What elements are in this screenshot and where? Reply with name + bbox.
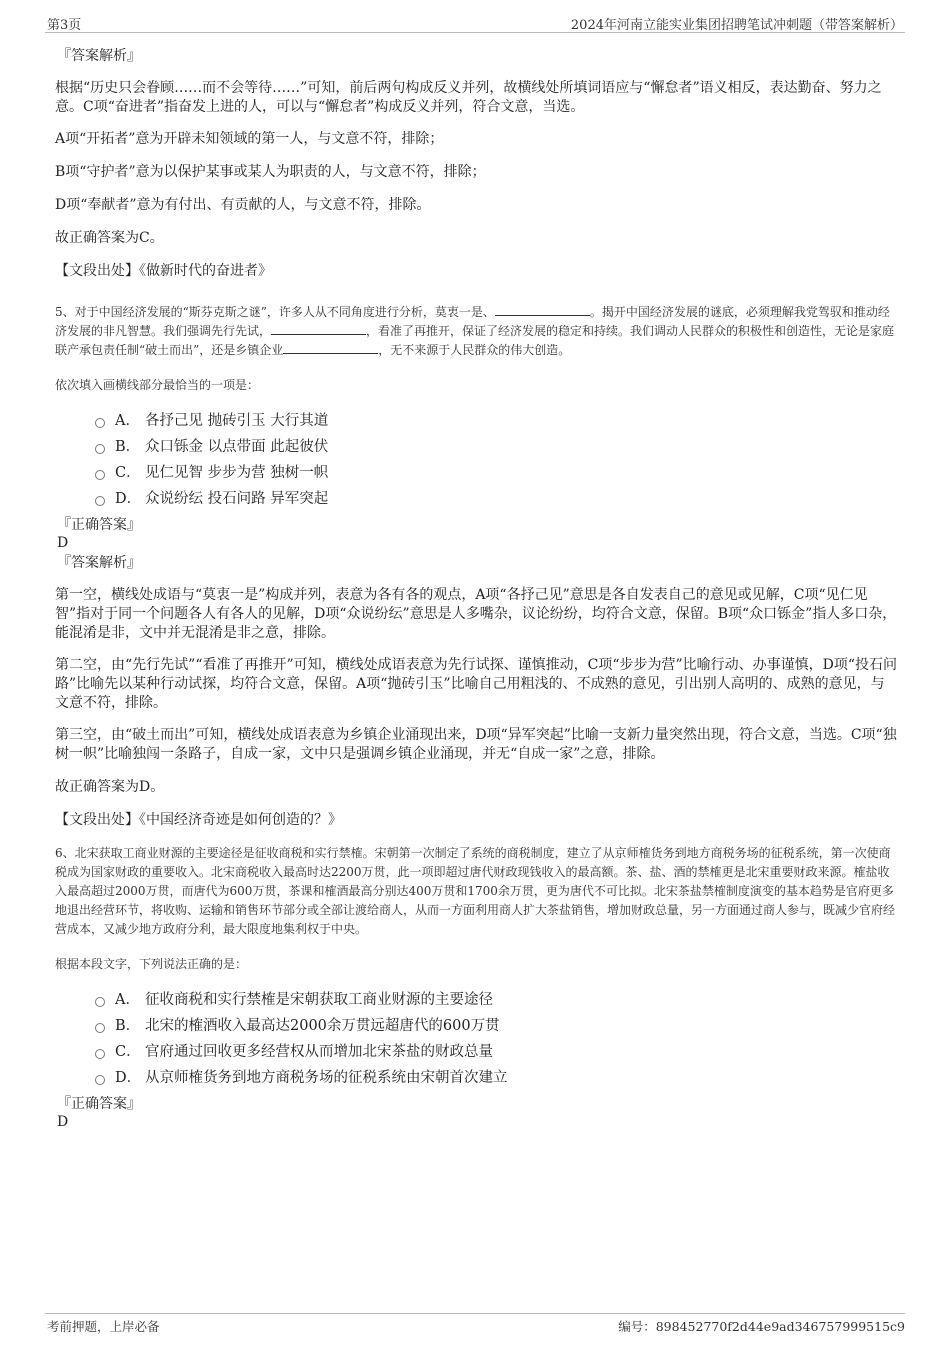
fill-blank-1[interactable] [495, 303, 590, 316]
option-c[interactable]: C． 官府通过回收更多经营权从而增加北宋茶盐的财政总量 [95, 1039, 898, 1065]
answer-label: 『正确答案』 [57, 517, 141, 533]
analysis-paragraph: 根据“历史只会眷顾……而不会等待……”可知，前后两句构成反义并列，故横线处所填词语应与“懈怠者”语义相反，表达勤奋、努力之意。C项“奋进者”指奋发上进的人，可以与“懈怠者”构成反义并列，符合文意，当选。 [55, 80, 882, 115]
question-5-lead: 依次填入画横线部分最恰当的一项是： [55, 378, 260, 392]
radio-icon[interactable] [95, 496, 105, 506]
analysis-paragraph: B项“守护者”意为以保护某事或某人为职责的人，与文意不符，排除； [55, 164, 486, 180]
question-5-options [55, 408, 898, 512]
question-5-text: 5、对于中国经济发展的“斯芬克斯之谜”，许多人从不同角度进行分析，莫衷一是、 。揭开中国经济发展的谜底，必须理解我党驾驭和推动经济发展的非凡智慧。我们强调先行先试， ，看准了再推开，保证了经济发展的稳定和持续。我们调动人民群众的积极性和创造性，无论是家庭联产承包责任制“破土而出”，还是乡镇企业 ，无不来源于人民群众的伟大创造。 [55, 305, 895, 357]
analysis-paragraph: 第二空，由“先行先试”“看准了再推开”可知，横线处成语表意为先行试探、谨慎推动，C项“步步为营”比喻行动、办事谨慎，D项“投石问路”比喻先以某种行动试探，均符合文意，保留。A项“抛砖引玉”比喻自己用粗浅的、不成熟的意见，引出别人高明的、成熟的意见，与文意不符，排除。 [55, 657, 898, 711]
page-footer [45, 1313, 905, 1334]
analysis-paragraph: D项“奉献者”意为有付出、有贡献的人，与文意不符，排除。 [55, 197, 431, 213]
analysis-paragraph: 故正确答案为C。 [55, 230, 164, 246]
analysis-paragraph: 故正确答案为D。 [55, 779, 165, 795]
source-citation: 【文段出处】《做新时代的奋进者》 [55, 263, 272, 279]
analysis-paragraph: A项“开拓者”意为开辟未知领域的第一人，与文意不符，排除； [55, 131, 444, 147]
answer-value: D [57, 535, 69, 551]
option-d[interactable]: D． 众说纷纭 投石问路 异军突起 [95, 486, 898, 512]
option-c[interactable]: C． 见仁见智 步步为营 独树一帜 [95, 460, 898, 486]
analysis-paragraph: 第一空，横线处成语与“莫衷一是”构成并列，表意为各有各的观点，A项“各抒己见”意思是各自发表自己的意见或见解，C项“见仁见智”指对于同一个问题各人有各人的见解，D项“众说纷纭”意思是人多嘴杂，议论纷纷，均符合文意，保留。B项“众口铄金”指人多口杂，能混淆是非，文中并无混淆是非之意，排除。 [55, 587, 897, 641]
document-code: 编号：898452770f2d44e9ad346757999515c9 [618, 1319, 905, 1334]
fill-blank-3[interactable] [283, 341, 378, 354]
option-a[interactable]: A． 征收商税和实行禁榷是宋朝获取工商业财源的主要途径 [95, 987, 898, 1013]
radio-icon[interactable] [95, 1049, 105, 1059]
analysis-label: 『答案解析』 [57, 555, 141, 571]
question-6-text: 6、北宋获取工商业财源的主要途径是征收商税和实行禁榷。宋朝第一次制定了系统的商税制度，建立了从京师榷货务到地方商税务场的征税系统，第一次使商税成为国家财政的重要收入。北宋商税收入最高时达2200万贯，此一项即超过唐代财政现钱收入的最高额。茶、盐、酒的禁榷更是北宋重要财政来源。榷盐收入最高超过2000万贯，而唐代为600万贯，茶课和榷酒最高分别达400万贯和1700余万贯，更为唐代不可比拟。北宋茶盐禁榷制度演变的基本趋势是官府更多地退出经营环节，将收购、运输和销售环节部分或全部让渡给商人，从而一方面利用商人扩大茶盐销售，增加财政总量，另一方面通过商人参与，既减少官府经营成本，又减少地方政府分利，最大限度地集利权于中央。 [55, 846, 896, 936]
radio-icon[interactable] [95, 418, 105, 428]
page-number: 第3页 [47, 18, 82, 33]
radio-icon[interactable] [95, 1075, 105, 1085]
question-6-options [55, 987, 898, 1091]
footer-slogan: 考前押题，上岸必备 [47, 1319, 160, 1334]
option-b[interactable]: B． 众口铄金 以点带面 此起彼伏 [95, 434, 898, 460]
radio-icon[interactable] [95, 470, 105, 480]
document-title: 2024年河南立能实业集团招聘笔试冲刺题（带答案解析） [570, 18, 903, 33]
fill-blank-2[interactable] [271, 322, 366, 335]
answer-label: 『正确答案』 [57, 1096, 141, 1112]
page-header [45, 12, 905, 33]
question-6-lead: 根据本段文字，下列说法正确的是： [55, 957, 248, 971]
option-a[interactable]: A． 各抒己见 抛砖引玉 大行其道 [95, 408, 898, 434]
answer-value: D [57, 1114, 69, 1130]
radio-icon[interactable] [95, 444, 105, 454]
analysis-label: 『答案解析』 [57, 48, 141, 64]
source-citation: 【文段出处】《中国经济奇迹是如何创造的？》 [55, 812, 342, 828]
option-b[interactable]: B． 北宋的榷酒收入最高达2000余万贯远超唐代的600万贯 [95, 1013, 898, 1039]
analysis-paragraph: 第三空，由“破土而出”可知，横线处成语表意为乡镇企业涌现出来，D项“异军突起”比喻一支新力量突然出现，符合文意，当选。C项“独树一帜”比喻独闯一条路子，自成一家，文中只是强调乡镇企业涌现，并无“自成一家”之意，排除。 [55, 727, 897, 762]
radio-icon[interactable] [95, 1023, 105, 1033]
radio-icon[interactable] [95, 997, 105, 1007]
option-d[interactable]: D． 从京师榷货务到地方商税务场的征税系统由宋朝首次建立 [95, 1065, 898, 1091]
page-content [55, 46, 898, 1131]
